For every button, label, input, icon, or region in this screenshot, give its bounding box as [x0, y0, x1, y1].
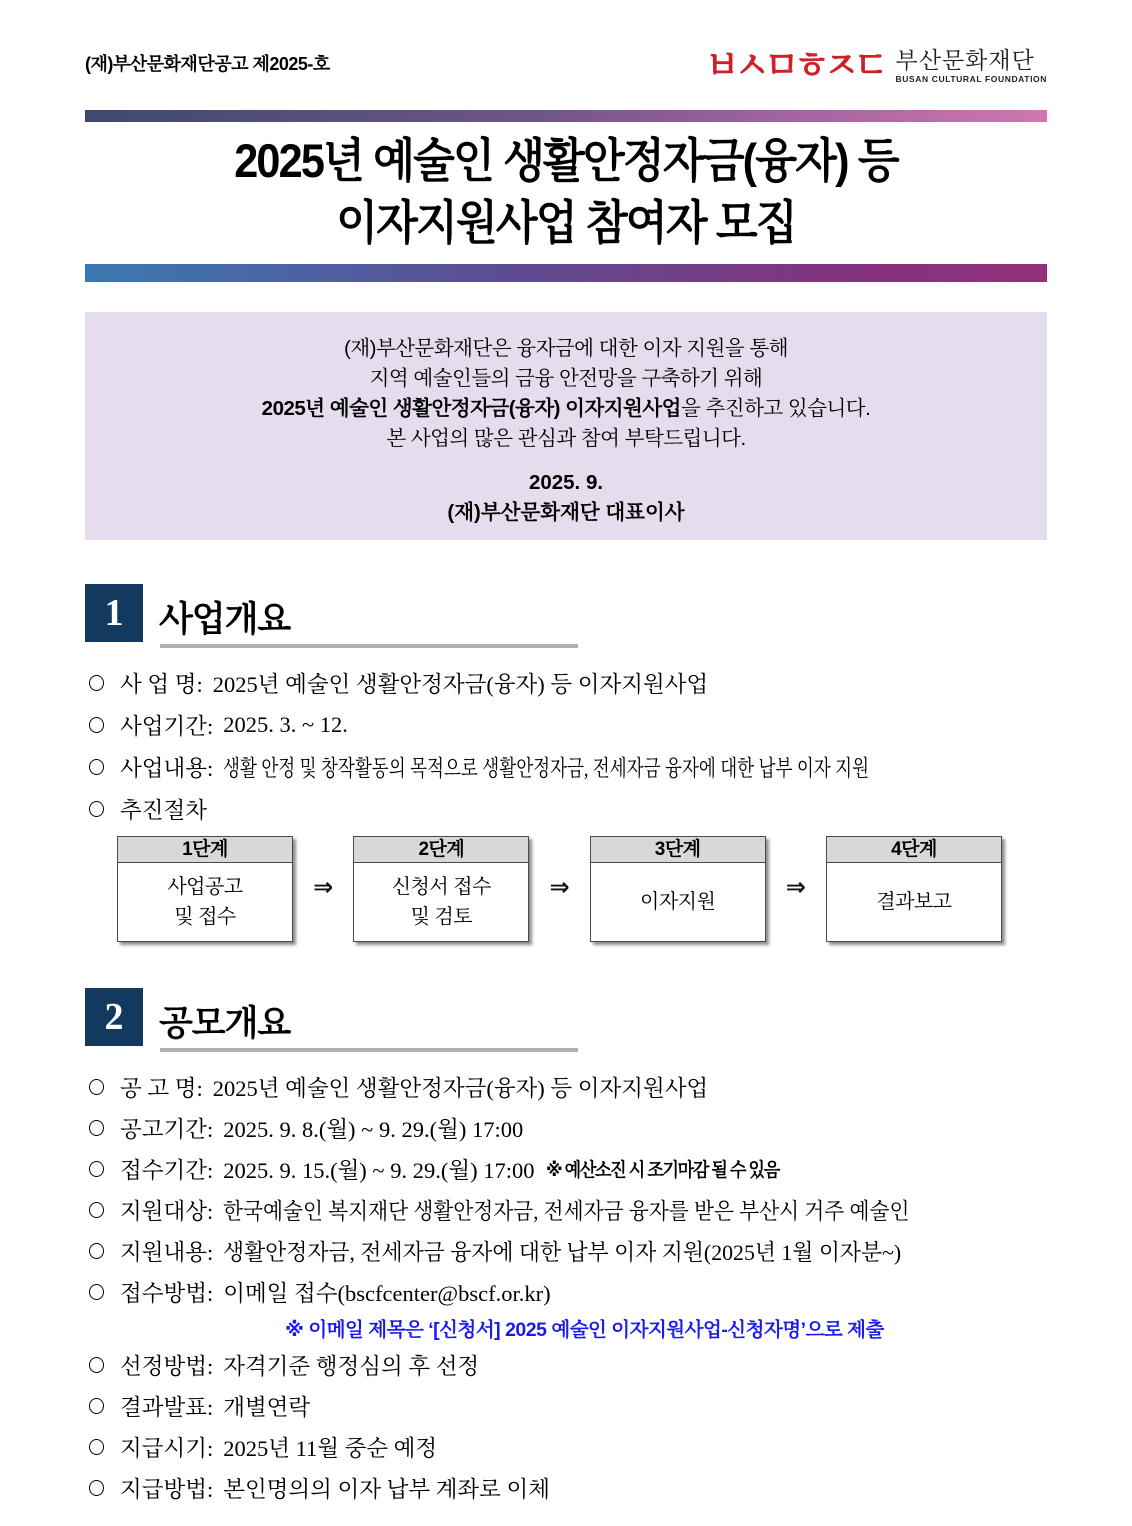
item-text: 2025. 9. 8.(월) ~ 9. 29.(월) 17:00 [223, 1116, 524, 1142]
list-item [85, 1426, 1047, 1467]
item-text: 2025년 예술인 생활안정자금(융자) 등 이자지원사업 [212, 672, 709, 697]
circle-bullet-icon [89, 1357, 104, 1373]
intro-date: 2025. 9. [528, 471, 604, 494]
circle-bullet-icon [89, 1161, 104, 1177]
circle-bullet-icon [89, 717, 104, 733]
list-item [85, 1385, 1047, 1426]
circle-bullet-icon [89, 1284, 104, 1300]
page-title [85, 130, 1047, 254]
step-description-line: 결과보고 [876, 891, 952, 913]
item-label: 사업내용: [120, 756, 214, 781]
circle-bullet-icon [89, 1243, 104, 1259]
item-text: 개별연락 [223, 1394, 311, 1420]
section1-item-list [85, 662, 1047, 830]
step-description-line: 및 검토 [410, 906, 473, 928]
step-description-line: 사업공고 [167, 876, 243, 898]
logo-name-korean: 부산문화재단 [895, 47, 1035, 73]
circle-bullet-icon [89, 1398, 104, 1414]
circle-bullet-icon [89, 1439, 104, 1455]
process-step-1 [117, 836, 293, 942]
item-label: 결과발표: [120, 1394, 214, 1420]
section2-header [85, 988, 1047, 1052]
item-label: 접수방법: [120, 1280, 214, 1306]
item-label: 지원내용: [120, 1239, 214, 1265]
item-text: 이메일 접수(bscfcenter@bscf.or.kr) [223, 1280, 551, 1306]
section2-title: 공모개요 [159, 1004, 291, 1043]
process-step-3 [590, 836, 766, 942]
step-description [591, 863, 765, 941]
item-text: 한국예술인 복지재단 생활안정자금, 전세자금 융자를 받은 부산시 거주 예술인 [223, 1198, 910, 1224]
flow-arrow-icon: ⇒ [549, 873, 570, 901]
list-item [85, 704, 1047, 746]
notice-number: (재)부산문화재단공고 제2025-호 [85, 54, 330, 74]
section2-number-badge: 2 [85, 988, 143, 1046]
item-label: 사업기간: [120, 714, 214, 739]
intro-line-4: 본 사업의 많은 관심과 참여 부탁드립니다. [386, 427, 746, 450]
item-label: 공고기간: [120, 1116, 214, 1142]
list-item [85, 1271, 1047, 1312]
step-stage-label: 3단계 [591, 837, 765, 863]
item-text: 생활안정자금, 전세자금 융자에 대한 납부 이자 지원(2025년 1월 이자분~) [223, 1239, 902, 1265]
item-label: 사 업 명: [120, 672, 203, 697]
flow-arrow-icon: ⇒ [785, 873, 806, 901]
item-label: 접수기간: [120, 1157, 214, 1183]
item-text: 본인명의의 이자 납부 계좌로 이체 [223, 1476, 550, 1502]
circle-bullet-icon [89, 1202, 104, 1218]
step-description-line: 및 접수 [174, 906, 236, 928]
list-item [85, 746, 1047, 788]
intro-line-3: 2025년 예술인 생활안정자금(융자) 이자지원사업을 추진하고 있습니다. [261, 397, 871, 420]
email-subject-note: ※ 이메일 제목은 ‘[신청서] 2025 예술인 이자지원사업-신청자명’으로 제출 [285, 1319, 884, 1341]
intro-box [85, 312, 1047, 540]
list-item [85, 1344, 1047, 1385]
list-item [85, 1467, 1047, 1508]
section2-underline [160, 1048, 578, 1052]
item-label: 지급시기: [120, 1435, 214, 1461]
circle-bullet-icon [89, 1079, 104, 1095]
page-title-line1: 2025년 예술인 생활안정자금(융자) 등 [234, 134, 898, 187]
page-header [85, 44, 1047, 98]
step-description-line: 이자지원 [640, 891, 716, 913]
step-stage-label: 2단계 [354, 837, 528, 863]
item-label: 추진절차 [120, 798, 207, 823]
step-stage-label: 1단계 [118, 837, 292, 863]
section1-header [85, 584, 1047, 648]
section1-title: 사업개요 [159, 600, 291, 639]
step-description [118, 863, 292, 941]
subnote-row [85, 1312, 1047, 1344]
gradient-bar-top [85, 110, 1047, 122]
step-stage-label: 4단계 [827, 837, 1001, 863]
item-text: 2025년 11월 중순 예정 [223, 1435, 438, 1461]
step-description [354, 863, 528, 941]
item-text: 자격기준 행정심의 후 선정 [223, 1353, 480, 1379]
item-text: 2025. 3. ~ 12. [223, 712, 348, 737]
list-item [85, 1148, 1047, 1189]
item-text: 2025년 예술인 생활안정자금(융자) 등 이자지원사업 [212, 1075, 709, 1101]
item-label: 선정방법: [120, 1353, 214, 1379]
gradient-bar-bottom [85, 264, 1047, 282]
circle-bullet-icon [89, 1480, 104, 1496]
circle-bullet-icon [89, 1120, 104, 1136]
item-text: 2025. 9. 15.(월) ~ 9. 29.(월) 17:00 [223, 1157, 535, 1183]
item-label: 지급방법: [120, 1476, 214, 1502]
process-flow [117, 836, 1002, 942]
section2-item-list [85, 1066, 1047, 1508]
circle-bullet-icon [89, 759, 104, 775]
list-item [85, 1066, 1047, 1107]
process-step-4 [826, 836, 1002, 942]
process-step-2 [353, 836, 529, 942]
logo-symbol-icon: ㅂㅅㅁㅎㅈㄷ [704, 43, 884, 87]
list-item [85, 788, 1047, 830]
foundation-logo [705, 44, 1047, 88]
intro-line-1: (재)부산문화재단은 융자금에 대한 이자 지원을 통해 [344, 337, 788, 360]
section1-number-badge: 1 [85, 584, 143, 642]
item-inline-note: ※ 예산소진 시 조기마감 될 수 있음 [546, 1160, 780, 1181]
intro-signature: (재)부산문화재단 대표이사 [447, 501, 685, 524]
list-item [85, 1107, 1047, 1148]
intro-line-2: 지역 예술인들의 금융 안전망을 구축하기 위해 [369, 367, 763, 390]
logo-name-english: BUSAN CULTURAL FOUNDATION [895, 74, 1047, 84]
section1-underline [160, 644, 578, 648]
item-label: 공 고 명: [120, 1075, 203, 1101]
item-label: 지원대상: [120, 1198, 214, 1224]
item-text: 생활 안정 및 창작활동의 목적으로 생활안정자금, 전세자금 융자에 대한 납부 이자 지원 [223, 756, 870, 781]
list-item [85, 1230, 1047, 1271]
list-item [85, 662, 1047, 704]
step-description [827, 863, 1001, 941]
flow-arrow-icon: ⇒ [313, 873, 334, 901]
list-item [85, 1189, 1047, 1230]
circle-bullet-icon [89, 801, 104, 817]
page-title-line2: 이자지원사업 참여자 모집 [336, 196, 796, 249]
step-description-line: 신청서 접수 [391, 876, 491, 898]
circle-bullet-icon [89, 675, 104, 691]
